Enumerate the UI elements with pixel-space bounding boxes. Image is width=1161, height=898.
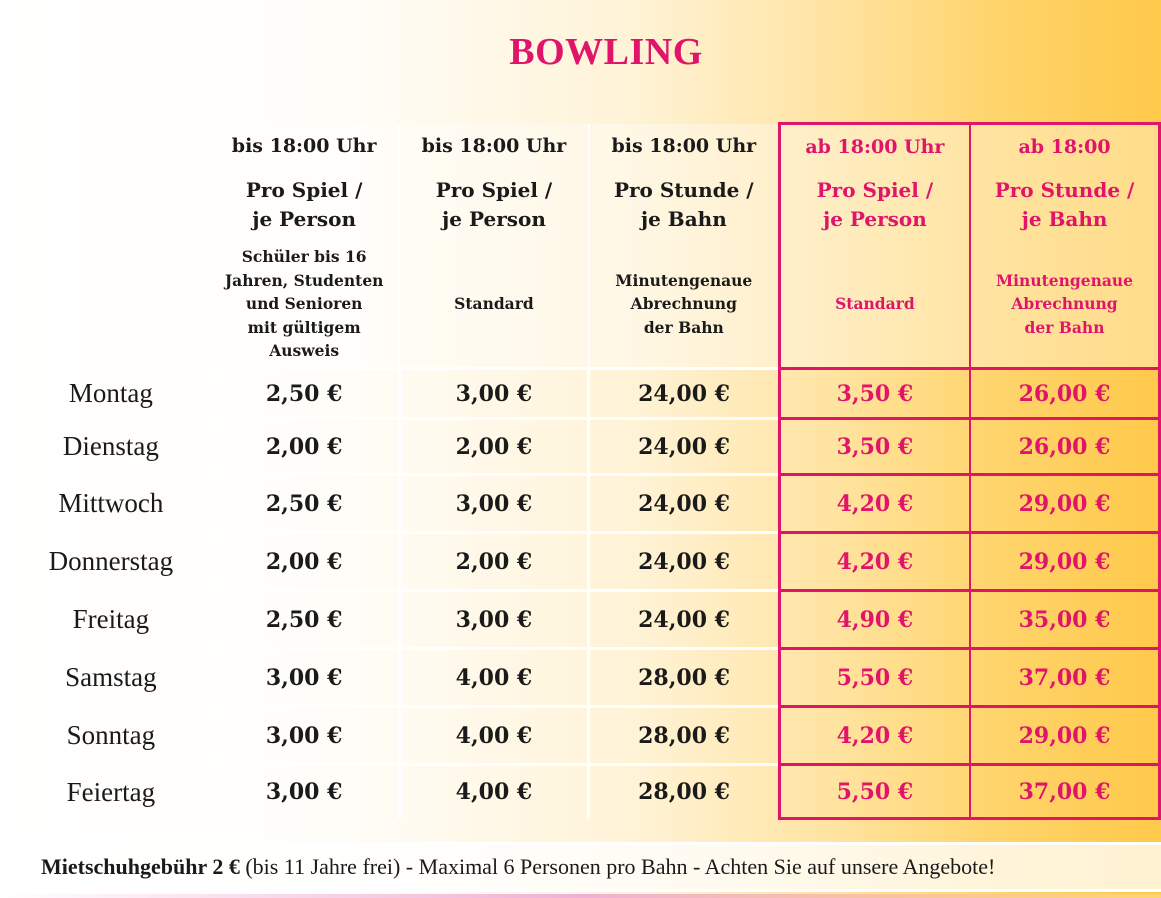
price-cell: 28,00 €: [589, 707, 779, 765]
col-1-unit-line1: Pro Spiel /: [435, 178, 553, 202]
price-cell: 28,00 €: [589, 765, 779, 819]
header-time-row: [14, 124, 1160, 170]
table-row: [14, 475, 1160, 533]
price-cell: 24,00 €: [589, 591, 779, 649]
col-2-unit: [589, 169, 779, 241]
col-4-desc-line: Minutengenaue: [996, 270, 1134, 290]
price-cell: 4,00 €: [399, 649, 589, 707]
table-row: [14, 533, 1160, 591]
price-cell: 2,00 €: [209, 533, 399, 591]
table-row: [14, 591, 1160, 649]
price-cell: 24,00 €: [589, 475, 779, 533]
col-3-desc: [779, 241, 970, 369]
footer-note: [14, 842, 1161, 892]
day-label: Montag: [14, 369, 209, 419]
col-4-unit: [970, 169, 1159, 241]
col-2-time: bis 18:00 Uhr: [589, 124, 779, 170]
col-0-unit-line2: je Person: [252, 207, 357, 231]
col-1-desc-line: Standard: [454, 294, 534, 314]
col-1-unit-line2: je Person: [442, 207, 546, 231]
price-cell: 2,00 €: [399, 533, 589, 591]
day-label: Samstag: [14, 649, 209, 707]
footer-text: (bis 11 Jahre frei) - Maximal 6 Personen pro Bahn - Achten Sie auf unsere Angebote!: [239, 854, 996, 879]
price-rows: [14, 369, 1160, 819]
table-row: [14, 707, 1160, 765]
price-cell: 4,00 €: [399, 765, 589, 819]
col-2-desc-line: Abrechnung: [630, 294, 737, 314]
day-label: Feiertag: [14, 765, 209, 819]
col-3-time: ab 18:00 Uhr: [779, 124, 970, 170]
day-label: Dienstag: [14, 419, 209, 475]
price-cell: 29,00 €: [970, 707, 1159, 765]
table-row: [14, 765, 1160, 819]
price-cell: 2,50 €: [209, 369, 399, 419]
table-row: [14, 419, 1160, 475]
price-cell: 26,00 €: [970, 369, 1159, 419]
price-cell: 4,20 €: [779, 533, 970, 591]
header-desc-row: [14, 241, 1160, 369]
price-cell: 3,00 €: [209, 649, 399, 707]
price-cell: 3,00 €: [399, 369, 589, 419]
price-cell: 3,00 €: [399, 475, 589, 533]
day-label: Freitag: [14, 591, 209, 649]
col-3-desc-line: Standard: [835, 294, 915, 314]
price-cell: 4,20 €: [779, 707, 970, 765]
price-cell: 3,00 €: [209, 765, 399, 819]
col-0-unit-line1: Pro Spiel /: [245, 178, 363, 202]
col-1-unit: [399, 169, 589, 241]
price-cell: 4,90 €: [779, 591, 970, 649]
price-cell: 24,00 €: [589, 533, 779, 591]
col-0-time: bis 18:00 Uhr: [209, 124, 399, 170]
table-row: [14, 369, 1160, 419]
day-label: Donnerstag: [14, 533, 209, 591]
shoe-fee: Mietschuhgebühr 2 €: [41, 854, 240, 879]
price-cell: 4,00 €: [399, 707, 589, 765]
col-3-unit: [779, 169, 970, 241]
col-4-desc-line: Abrechnung: [1011, 294, 1118, 314]
col-4-desc-line: der Bahn: [1024, 317, 1105, 337]
header-unit-row: [14, 169, 1160, 241]
col-2-unit-line2: je Bahn: [640, 207, 727, 231]
price-cell: 29,00 €: [970, 533, 1159, 591]
price-cell: 26,00 €: [970, 419, 1159, 475]
price-cell: 5,50 €: [779, 649, 970, 707]
price-cell: 3,00 €: [209, 707, 399, 765]
col-2-desc-line: der Bahn: [643, 317, 724, 337]
price-cell: 37,00 €: [970, 765, 1159, 819]
col-0-unit: [209, 169, 399, 241]
page-title: BOWLING: [509, 31, 703, 73]
price-cell: 28,00 €: [589, 649, 779, 707]
col-2-desc: [589, 241, 779, 369]
price-cell: 24,00 €: [589, 419, 779, 475]
col-1-desc: [399, 241, 589, 369]
col-0-desc-line: Schüler bis 16: [241, 247, 367, 267]
col-2-desc-line: Minutengenaue: [615, 270, 753, 290]
col-2-unit-line1: Pro Stunde /: [613, 178, 754, 202]
col-0-desc: [209, 241, 399, 369]
day-label: Mittwoch: [14, 475, 209, 533]
table-row: [14, 649, 1160, 707]
price-cell: 5,50 €: [779, 765, 970, 819]
day-label: Sonntag: [14, 707, 209, 765]
col-4-desc: [970, 241, 1159, 369]
col-4-unit-line1: Pro Stunde /: [994, 178, 1135, 202]
price-cell: 24,00 €: [589, 369, 779, 419]
col-0-desc-line: Jahren, Studenten: [224, 270, 384, 290]
price-table: [14, 122, 1161, 820]
price-cell: 3,00 €: [399, 591, 589, 649]
col-4-time: ab 18:00: [970, 124, 1159, 170]
price-cell: 3,50 €: [779, 369, 970, 419]
col-0-desc-line: Ausweis: [269, 341, 340, 361]
price-cell: 3,50 €: [779, 419, 970, 475]
col-3-unit-line1: Pro Spiel /: [816, 178, 934, 202]
price-cell: 35,00 €: [970, 591, 1159, 649]
price-cell: 2,00 €: [209, 419, 399, 475]
price-cell: 37,00 €: [970, 649, 1159, 707]
col-4-unit-line2: je Bahn: [1021, 207, 1108, 231]
col-0-desc-line: und Senioren: [245, 294, 363, 314]
price-cell: 2,50 €: [209, 591, 399, 649]
price-cell: 2,00 €: [399, 419, 589, 475]
col-3-unit-line2: je Person: [822, 207, 927, 231]
price-cell: 2,50 €: [209, 475, 399, 533]
col-1-time: bis 18:00 Uhr: [399, 124, 589, 170]
col-0-desc-line: mit gültigem: [247, 317, 361, 337]
bottom-divider: [0, 894, 1161, 898]
price-cell: 29,00 €: [970, 475, 1159, 533]
price-cell: 4,20 €: [779, 475, 970, 533]
